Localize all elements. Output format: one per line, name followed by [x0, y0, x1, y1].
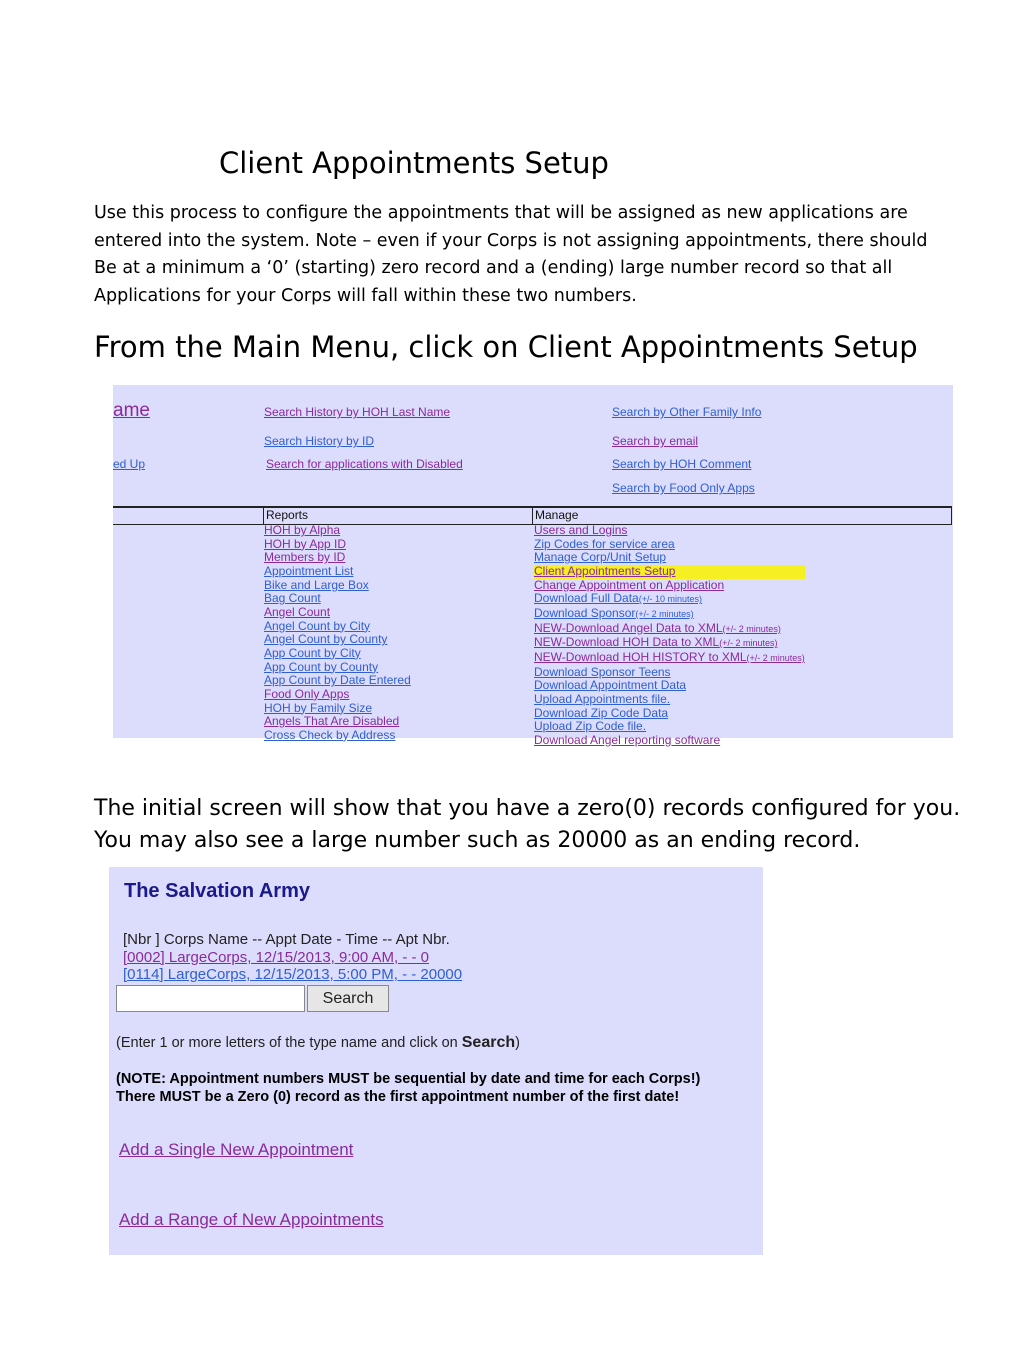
intro-line: Applications for your Corps will fall within these two numbers. [94, 285, 637, 306]
manage-link-label: NEW-Download HOH Data to XML [534, 635, 720, 650]
manage-link-label: Download Angel reporting software [534, 732, 721, 747]
manage-link-label: Upload Zip Code file. [534, 719, 647, 734]
search-input[interactable] [116, 985, 305, 1012]
search-other-family-info-link[interactable]: Search by Other Family Info [612, 405, 762, 419]
note-line: (NOTE: Appointment numbers MUST be sequential by date and time for each Corps!) [116, 1071, 701, 1087]
search-history-hoh-last-name-link[interactable]: Search History by HOH Last Name [264, 405, 451, 419]
manage-link-label: Download Zip Code Data [534, 705, 669, 720]
manage-link-users-and-logins[interactable] [534, 524, 805, 538]
search-hint [116, 1034, 520, 1052]
manage-link-new-download-hoh-history-to-xml[interactable] [534, 651, 805, 666]
manage-link-label: Manage Corp/Unit Setup [534, 550, 667, 565]
search-hoh-comment-link[interactable]: Search by HOH Comment [612, 457, 752, 471]
duration-note: (+/- 2 minutes) [722, 623, 781, 634]
report-link-cross-check-by-address[interactable]: Cross Check by Address [264, 727, 396, 742]
report-link-bike-and-large-box[interactable]: Bike and Large Box [264, 577, 369, 592]
manage-link-download-sponsor-teens[interactable] [534, 666, 805, 680]
report-link-angels-that-are-disabled[interactable]: Angels That Are Disabled [264, 714, 400, 729]
org-name: The Salvation Army [124, 880, 310, 902]
reports-header: Reports [266, 508, 309, 522]
signed-up-link-fragment[interactable]: ed Up [113, 457, 146, 471]
intro-line: Use this process to configure the appointments that will be assigned as new applications are [94, 203, 908, 223]
intro-line: Be at a minimum a ‘0’ (starting) zero record and a (ending) large number record so that all [94, 258, 893, 278]
report-link-hoh-by-alpha[interactable]: HOH by Alpha [264, 523, 341, 537]
manage-link-client-appointments-setup[interactable] [534, 565, 805, 579]
add-single-appointment-link[interactable]: Add a Single New Appointment [119, 1140, 354, 1159]
manage-link-label: NEW-Download HOH HISTORY to XML [534, 649, 747, 664]
manage-link-download-zip-code-data[interactable] [534, 707, 805, 721]
step-2-line: You may also see a large number such as 20000 as an ending record. [94, 828, 861, 853]
note-line: There MUST be a Zero (0) record as the first appointment number of the first date! [116, 1089, 680, 1105]
manage-link-label: NEW-Download Angel Data to XML [534, 620, 723, 635]
manage-link-manage-corp-unit-setup[interactable] [534, 551, 805, 565]
report-link-app-count-by-city[interactable]: App Count by City [264, 645, 361, 660]
appointments-setup-screenshot [109, 867, 763, 1255]
intro-paragraph [94, 200, 994, 310]
search-hint-text: (Enter 1 or more letters of the type name and click on [116, 1035, 462, 1051]
manage-link-label: Upload Appointments file. [534, 691, 671, 706]
manage-link-zip-codes-for-service-area[interactable] [534, 538, 805, 552]
list-header: [Nbr ] Corps Name -- Appt Date - Time -- Apt Nbr. [123, 931, 450, 948]
step-2-line: The initial screen will show that you have a zero(0) records configured for you. [94, 796, 961, 821]
header-divider [532, 508, 533, 524]
manage-link-label: Zip Codes for service area [534, 536, 675, 551]
manage-link-download-angel-reporting-software[interactable] [534, 734, 805, 748]
duration-note: (+/- 10 minutes) [638, 594, 702, 605]
header-divider [951, 508, 952, 524]
manage-link-label: Change Appointment on Application [534, 577, 725, 592]
appointment-record-link[interactable]: [0002] LargeCorps, 12/15/2013, 9:00 AM, - - 0 [123, 949, 430, 966]
intro-line: entered into the system. Note – even if your Corps is not assigning appointments, there should [94, 230, 928, 251]
search-disabled-link[interactable]: Search for applications with Disabled [266, 457, 463, 471]
search-email-link[interactable]: Search by email [612, 434, 699, 448]
manage-link-label: Client Appointments Setup [534, 563, 676, 578]
add-range-appointments-link[interactable]: Add a Range of New Appointments [119, 1210, 384, 1229]
report-link-appointment-list[interactable]: Appointment List [264, 563, 354, 578]
manage-link-upload-appointments-file[interactable] [534, 693, 805, 707]
report-link-hoh-by-app-id[interactable]: HOH by App ID [264, 536, 347, 551]
duration-note: (+/- 2 minutes) [746, 652, 805, 663]
step-heading: From the Main Menu, click on Client Appointments Setup [94, 330, 918, 364]
manage-link-upload-zip-code-file[interactable] [534, 720, 805, 734]
main-menu-screenshot [113, 385, 953, 747]
menu-section-header [113, 506, 952, 525]
manage-link-download-appointment-data[interactable] [534, 679, 805, 693]
appointment-record-link[interactable]: [0114] LargeCorps, 12/15/2013, 5:00 PM, - - 20000 [123, 966, 463, 983]
report-link-angel-count-by-city[interactable]: Angel Count by City [264, 618, 371, 633]
manage-link-new-download-hoh-data-to-xml[interactable] [534, 636, 805, 651]
report-link-hoh-by-family-size[interactable]: HOH by Family Size [264, 700, 373, 715]
manage-link-download-sponsor[interactable] [534, 607, 805, 622]
manage-link-change-appointment-on-application[interactable] [534, 579, 805, 593]
manage-link-label: Download Sponsor [534, 605, 636, 620]
manage-link-label: Users and Logins [534, 523, 628, 537]
report-link-bag-count[interactable]: Bag Count [264, 591, 321, 606]
name-link-fragment[interactable]: ame [113, 400, 150, 421]
reports-list [264, 524, 411, 743]
report-link-app-count-by-date-entered[interactable]: App Count by Date Entered [264, 673, 411, 688]
manage-link-label: Download Appointment Data [534, 678, 687, 693]
report-link-angel-count[interactable]: Angel Count [264, 604, 331, 619]
search-hint-suffix: ) [515, 1035, 520, 1051]
manage-list [534, 524, 805, 748]
manage-link-download-full-data[interactable] [534, 592, 805, 607]
search-food-only-apps-link[interactable]: Search by Food Only Apps [612, 481, 755, 495]
report-link-members-by-id[interactable]: Members by ID [264, 550, 346, 565]
manage-link-label: Download Full Data [534, 591, 639, 606]
report-link-app-count-by-county[interactable]: App Count by County [264, 659, 379, 674]
page-title: Client Appointments Setup [219, 146, 609, 180]
report-link-angel-count-by-county[interactable]: Angel Count by County [264, 632, 388, 647]
header-divider [263, 508, 264, 524]
duration-note: (+/- 2 minutes) [719, 638, 778, 649]
duration-note: (+/- 2 minutes) [635, 608, 694, 619]
search-hint-bold: Search [461, 1034, 516, 1051]
manage-link-label: Download Sponsor Teens [534, 664, 671, 679]
manage-link-new-download-angel-data-to-xml[interactable] [534, 622, 805, 637]
report-link-food-only-apps[interactable]: Food Only Apps [264, 686, 350, 701]
search-history-id-link[interactable]: Search History by ID [264, 434, 375, 448]
manage-header: Manage [535, 508, 579, 522]
search-button[interactable]: Search [307, 985, 389, 1012]
step-2-text [94, 793, 960, 857]
